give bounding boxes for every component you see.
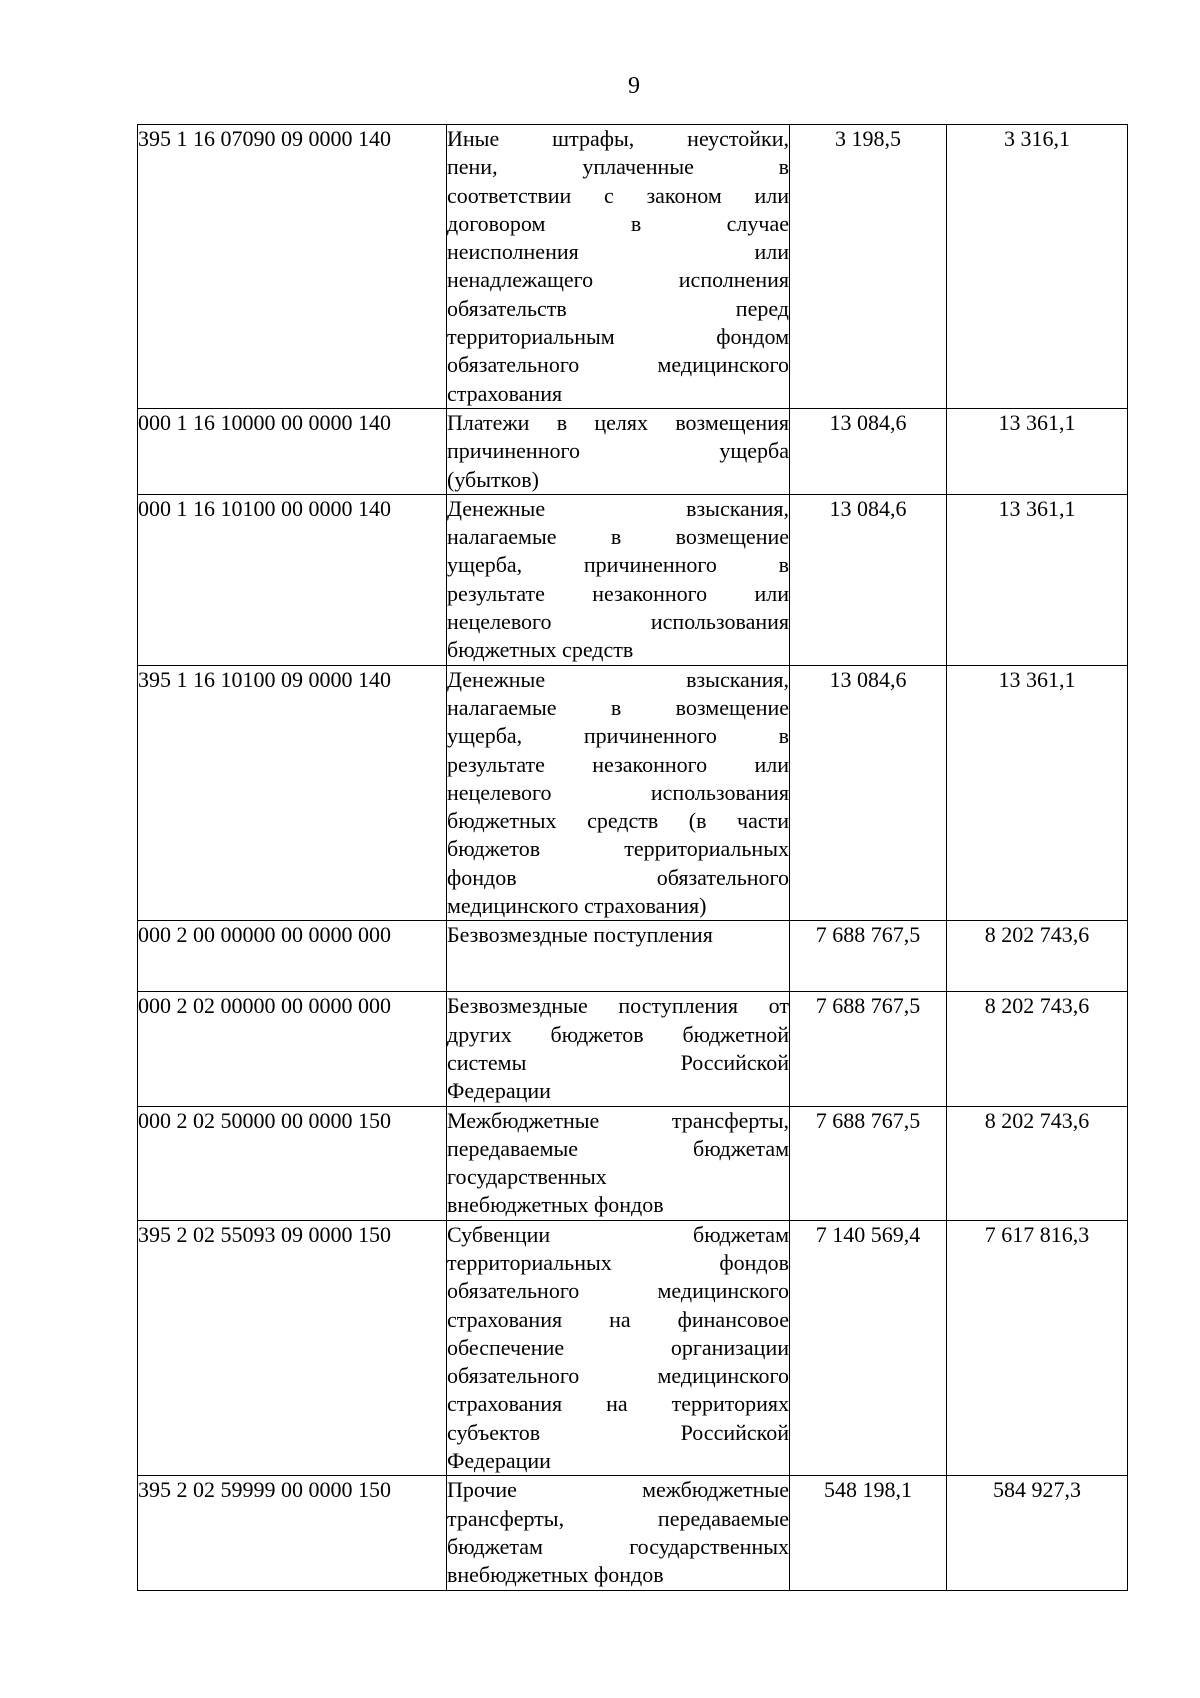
revenue-name-line: бюджетных средств: [447, 637, 634, 663]
amount-year-1: 7 688 767,5: [790, 921, 947, 992]
revenue-name-line: трансферты, передаваемые: [447, 1505, 789, 1531]
amount-year-2: 13 361,1: [947, 665, 1128, 921]
revenue-name-line: бюджетных средств (в части: [447, 808, 789, 834]
amount-year-2: 13 361,1: [947, 494, 1128, 665]
budget-classification-code: 395 1 16 07090 09 0000 140: [138, 125, 447, 409]
revenue-name-line: бюджетам государственных: [447, 1533, 789, 1559]
revenue-name-line: обязательств перед: [447, 295, 789, 321]
budget-classification-code: 395 2 02 59999 00 0000 150: [138, 1476, 447, 1590]
amount-year-1: 7 688 767,5: [790, 992, 947, 1106]
revenue-name-line: Субвенции бюджетам: [447, 1221, 789, 1247]
table-row: [138, 921, 1128, 992]
budget-classification-code: 000 2 00 00000 00 0000 000: [138, 921, 447, 992]
revenue-name-line: обязательного медицинского: [447, 352, 789, 378]
revenue-name-line: бюджетов территориальных: [447, 836, 789, 862]
revenue-name: [447, 665, 790, 921]
table-row: [138, 494, 1128, 665]
amount-year-1: 7 140 569,4: [790, 1220, 947, 1476]
revenue-name-line: территориальных фондов: [447, 1249, 789, 1275]
revenue-name-line: Федерации: [447, 1078, 551, 1104]
revenue-name-line: системы Российской: [447, 1049, 789, 1075]
amount-year-2: 8 202 743,6: [947, 1106, 1128, 1220]
revenue-name-line: Платежи в целях возмещения: [447, 409, 789, 435]
revenue-name-line: внебюджетных фондов: [447, 1562, 664, 1588]
budget-classification-code: 000 2 02 00000 00 0000 000: [138, 992, 447, 1106]
revenue-name: [447, 1476, 790, 1590]
amount-year-1: 3 198,5: [790, 125, 947, 409]
revenue-name: [447, 494, 790, 665]
revenue-name-line: налагаемые в возмещение: [447, 524, 789, 550]
revenue-name-line: Безвозмездные поступления от: [447, 993, 789, 1019]
revenue-name-line: результате незаконного или: [447, 580, 789, 606]
amount-year-1: 13 084,6: [790, 494, 947, 665]
revenue-name: [447, 1220, 790, 1476]
table-row: [138, 1106, 1128, 1220]
revenue-name: [447, 1106, 790, 1220]
amount-year-2: 7 617 816,3: [947, 1220, 1128, 1476]
revenue-name-line: Денежные взыскания,: [447, 495, 789, 521]
revenue-name-line: внебюджетных фондов: [447, 1192, 664, 1218]
revenue-name-line: нецелевого использования: [447, 609, 789, 635]
revenue-name-line: пени, уплаченные в: [447, 154, 789, 180]
amount-year-2: 584 927,3: [947, 1476, 1128, 1590]
table-row: [138, 1220, 1128, 1476]
revenue-name: [447, 408, 790, 494]
table-row: [138, 1476, 1128, 1590]
revenue-name-line: Прочие межбюджетные: [447, 1477, 789, 1503]
revenue-name-line: ущерба, причиненного в: [447, 723, 789, 749]
revenue-name-line: государственных: [447, 1164, 607, 1190]
revenue-name-line: субъектов Российской: [447, 1419, 789, 1445]
revenue-name-line: ущерба, причиненного в: [447, 552, 789, 578]
revenue-name-line: территориальным фондом: [447, 324, 789, 350]
revenue-name-line: Иные штрафы, неустойки,: [447, 126, 789, 151]
revenue-name-line: соответствии с законом или: [447, 182, 789, 208]
amount-year-1: 548 198,1: [790, 1476, 947, 1590]
revenue-name-line: Межбюджетные трансферты,: [447, 1107, 789, 1133]
budget-classification-code: 395 2 02 55093 09 0000 150: [138, 1220, 447, 1476]
budget-revenue-table: [137, 124, 1128, 1591]
table-row: [138, 125, 1128, 409]
revenue-name-line: медицинского страхования): [447, 893, 707, 919]
revenue-name-line: налагаемые в возмещение: [447, 694, 789, 720]
revenue-name-line: результате незаконного или: [447, 751, 789, 777]
revenue-name-line: причиненного ущерба: [447, 438, 789, 464]
budget-classification-code: 000 1 16 10000 00 0000 140: [138, 408, 447, 494]
revenue-name-line: передаваемые бюджетам: [447, 1135, 789, 1161]
amount-year-1: 13 084,6: [790, 408, 947, 494]
revenue-name: [447, 125, 790, 409]
budget-classification-code: 395 1 16 10100 09 0000 140: [138, 665, 447, 921]
revenue-name: [447, 992, 790, 1106]
revenue-name-line: страхования: [447, 380, 563, 406]
revenue-name-line: неисполнения или: [447, 239, 789, 265]
budget-classification-code: 000 2 02 50000 00 0000 150: [138, 1106, 447, 1220]
table-row: [138, 992, 1128, 1106]
revenue-name-line: обеспечение организации: [447, 1334, 789, 1360]
revenue-name-line: Денежные взыскания,: [447, 666, 789, 692]
revenue-name-line: ненадлежащего исполнения: [447, 267, 789, 293]
revenue-name-line: других бюджетов бюджетной: [447, 1021, 789, 1047]
amount-year-1: 7 688 767,5: [790, 1106, 947, 1220]
page-number: 9: [628, 73, 640, 99]
budget-classification-code: 000 1 16 10100 00 0000 140: [138, 494, 447, 665]
revenue-name-line: (убытков): [447, 466, 539, 492]
revenue-name-line: Федерации: [447, 1448, 551, 1474]
revenue-name-line: обязательного медицинского: [447, 1278, 789, 1304]
table-row: [138, 665, 1128, 921]
amount-year-2: 8 202 743,6: [947, 921, 1128, 992]
amount-year-2: 8 202 743,6: [947, 992, 1128, 1106]
amount-year-2: 13 361,1: [947, 408, 1128, 494]
revenue-name-line: Безвозмездные поступления: [447, 922, 713, 948]
revenue-name-line: договором в случае: [447, 210, 789, 236]
revenue-name-line: страхования на финансовое: [447, 1306, 789, 1332]
revenue-name: [447, 921, 790, 992]
revenue-name-line: обязательного медицинского: [447, 1363, 789, 1389]
amount-year-1: 13 084,6: [790, 665, 947, 921]
revenue-name-line: страхования на территориях: [447, 1391, 789, 1417]
table-row: [138, 408, 1128, 494]
amount-year-2: 3 316,1: [947, 125, 1128, 409]
revenue-name-line: фондов обязательного: [447, 864, 789, 890]
revenue-name-line: нецелевого использования: [447, 779, 789, 805]
